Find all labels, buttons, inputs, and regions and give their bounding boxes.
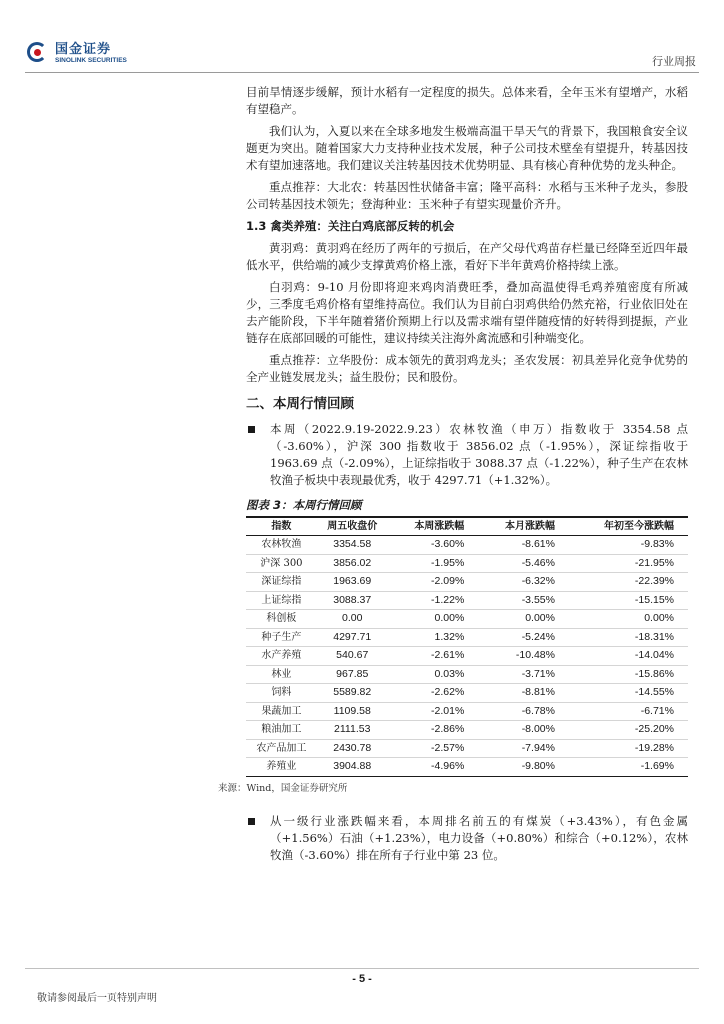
table-row — [246, 628, 688, 647]
cell-week: 0.03% — [388, 665, 479, 684]
cell-ytd: -14.55% — [569, 684, 688, 703]
cell-week: -2.01% — [388, 702, 479, 721]
cell-month: -3.55% — [478, 591, 569, 610]
header-divider — [25, 72, 699, 73]
table-row — [246, 554, 688, 573]
bullet-text: 本周（2022.9.19-2022.9.23）农林牧渔（申万）指数收于 3354.58 点（-3.60%），沪深 300 指数收于 3856.02 点（-1.95%），深证综指收于 1963.69 点（-2.09%），上证综指收于 3088.37 点（-1.22%），种子生产在农林牧渔子板块中表现最优秀，收于 4297.71（+1.32%）。 — [270, 422, 688, 487]
footer-disclaimer: 敬请参阅最后一页特别声明 — [37, 993, 157, 1004]
col-header-month-change: 本月涨跌幅 — [478, 518, 569, 536]
table-row — [246, 591, 688, 610]
cell-week: 1.32% — [388, 628, 479, 647]
table-row — [246, 684, 688, 703]
cell-index-name: 科创板 — [246, 610, 317, 629]
paragraph-food-security: 我们认为，入夏以来在全球多地发生极端高温干旱天气的背景下，我国粮食安全议题更为突出。随着国家大力支持种业技术发展，种子公司技术壁垒有望提升，转基因技术有望加速落地。我们建议关注转基因技术优势明显、具有核心育种优势的龙头种企。 — [246, 124, 688, 172]
cell-month: -8.81% — [478, 684, 569, 703]
cell-close: 3354.58 — [317, 536, 388, 555]
cell-ytd: -15.86% — [569, 665, 688, 684]
cell-close: 3904.88 — [317, 758, 388, 777]
weekly-market-table — [246, 518, 688, 777]
paragraph-yellow-chicken: 黄羽鸡：黄羽鸡在经历了两年的亏损后，在产父母代鸡苗存栏量已经降至近四年最低水平，供给端的减少支撑黄鸡价格上涨，看好下半年黄鸡价格持续上涨。 — [246, 241, 688, 272]
cell-week: -3.60% — [388, 536, 479, 555]
cell-week: -4.96% — [388, 758, 479, 777]
logo-chinese-name: 国金证券 — [55, 42, 112, 57]
cell-index-name: 种子生产 — [246, 628, 317, 647]
cell-month: -6.32% — [478, 573, 569, 592]
cell-close: 1963.69 — [317, 573, 388, 592]
cell-ytd: -15.15% — [569, 591, 688, 610]
col-header-week-change: 本周涨跌幅 — [388, 518, 479, 536]
table-row — [246, 610, 688, 629]
cell-ytd: -25.20% — [569, 721, 688, 740]
cell-ytd: -9.83% — [569, 536, 688, 555]
cell-ytd: 0.00% — [569, 610, 688, 629]
table-row — [246, 665, 688, 684]
cell-month: -7.94% — [478, 739, 569, 758]
cell-week: -1.95% — [388, 554, 479, 573]
cell-month: 0.00% — [478, 610, 569, 629]
cell-ytd: -14.04% — [569, 647, 688, 666]
report-type-label: 行业周报 — [652, 55, 696, 68]
cell-index-name: 沪深 300 — [246, 554, 317, 573]
company-logo — [27, 42, 127, 66]
cell-month: -9.80% — [478, 758, 569, 777]
table-title: 图表 3：本周行情回顾 — [246, 497, 688, 518]
bullet-weekly-index — [246, 421, 688, 489]
paragraph-white-chicken: 白羽鸡：9-10 月份即将迎来鸡肉消费旺季，叠加高温使得毛鸡养殖密度有所减少，三季度毛鸡价格有望维持高位。我们认为目前白羽鸡供给仍然充裕，行业依旧处在去产能阶段，下半年随着猪价预期上行以及需求端有望伴随疫情的好转得到提振，产业链存在底部回暖的可能性，建议持续关注海外禽流感和引种端变化。 — [246, 280, 688, 345]
bullet-industry-ranking — [246, 813, 688, 864]
table-row — [246, 721, 688, 740]
paragraph-rice-outlook: 目前旱情逐步缓解，预计水稻有一定程度的损失。总体来看，全年玉米有望增产，水稻有望稳产。 — [246, 85, 688, 116]
table-row — [246, 702, 688, 721]
col-header-close: 周五收盘价 — [317, 518, 388, 536]
cell-month: -8.61% — [478, 536, 569, 555]
cell-month: -10.48% — [478, 647, 569, 666]
cell-index-name: 果蔬加工 — [246, 702, 317, 721]
cell-ytd: -18.31% — [569, 628, 688, 647]
logo-english-name: SINOLINK SECURITIES — [55, 57, 127, 64]
bullet-text: 从一级行业涨跌幅来看，本周排名前五的有煤炭（+3.43%），有色金属（+1.56%）石油（+1.23%），电力设备（+0.80%）和综合（+0.12%），农林牧渔（-3.60%）排在所有子行业中第 23 位。 — [270, 813, 688, 862]
table-row — [246, 739, 688, 758]
cell-week: -2.57% — [388, 739, 479, 758]
cell-index-name: 深证综指 — [246, 573, 317, 592]
cell-close: 2111.53 — [317, 721, 388, 740]
cell-week: -2.86% — [388, 721, 479, 740]
table-row — [246, 536, 688, 555]
cell-ytd: -22.39% — [569, 573, 688, 592]
table-row — [246, 647, 688, 666]
paragraph-poultry-recommendations: 重点推荐：立华股份：成本领先的黄羽鸡龙头；圣农发展：初具差异化竞争优势的全产业链发展龙头；益生股份；民和股份。 — [246, 353, 688, 384]
cell-ytd: -6.71% — [569, 702, 688, 721]
cell-month: -5.24% — [478, 628, 569, 647]
cell-index-name: 农林牧渔 — [246, 536, 317, 555]
col-header-ytd-change: 年初至今涨跌幅 — [569, 518, 688, 536]
cell-close: 1109.58 — [317, 702, 388, 721]
cell-close: 2430.78 — [317, 739, 388, 758]
main-content — [218, 84, 688, 872]
cell-close: 5589.82 — [317, 684, 388, 703]
cell-month: -6.78% — [478, 702, 569, 721]
cell-week: -1.22% — [388, 591, 479, 610]
cell-close: 0.00 — [317, 610, 388, 629]
cell-index-name: 上证综指 — [246, 591, 317, 610]
cell-week: -2.09% — [388, 573, 479, 592]
bullet-square-icon — [248, 818, 255, 825]
page-number: - 5 - — [352, 973, 372, 985]
bullet-square-icon — [248, 426, 255, 433]
cell-week: 0.00% — [388, 610, 479, 629]
cell-index-name: 农产品加工 — [246, 739, 317, 758]
table-row — [246, 573, 688, 592]
subsection-heading-poultry: 1.3 禽类养殖：关注白鸡底部反转的机会 — [246, 219, 455, 233]
cell-week: -2.62% — [388, 684, 479, 703]
col-header-index: 指数 — [246, 518, 317, 536]
section-heading-weekly-review: 二、本周行情回顾 — [246, 396, 354, 412]
paragraph-seed-recommendations: 重点推荐：大北农：转基因性状储备丰富；隆平高科：水稻与玉米种子龙头，参股公司转基因技术领先；登海种业：玉米种子有望实现量价齐升。 — [246, 180, 688, 211]
cell-close: 3088.37 — [317, 591, 388, 610]
cell-close: 967.85 — [317, 665, 388, 684]
cell-close: 4297.71 — [317, 628, 388, 647]
footer-divider — [25, 968, 699, 969]
cell-month: -8.00% — [478, 721, 569, 740]
page-header — [0, 0, 724, 74]
cell-week: -2.61% — [388, 647, 479, 666]
cell-index-name: 养殖业 — [246, 758, 317, 777]
cell-index-name: 饲料 — [246, 684, 317, 703]
table-header-row — [246, 518, 688, 536]
cell-ytd: -21.95% — [569, 554, 688, 573]
table-source-note: 来源：Wind，国金证券研究所 — [218, 782, 348, 794]
cell-index-name: 水产养殖 — [246, 647, 317, 666]
cell-close: 3856.02 — [317, 554, 388, 573]
logo-icon — [27, 42, 51, 66]
cell-close: 540.67 — [317, 647, 388, 666]
cell-index-name: 林业 — [246, 665, 317, 684]
cell-ytd: -19.28% — [569, 739, 688, 758]
table-row — [246, 758, 688, 777]
cell-month: -3.71% — [478, 665, 569, 684]
cell-month: -5.46% — [478, 554, 569, 573]
cell-ytd: -1.69% — [569, 758, 688, 777]
cell-index-name: 粮油加工 — [246, 721, 317, 740]
